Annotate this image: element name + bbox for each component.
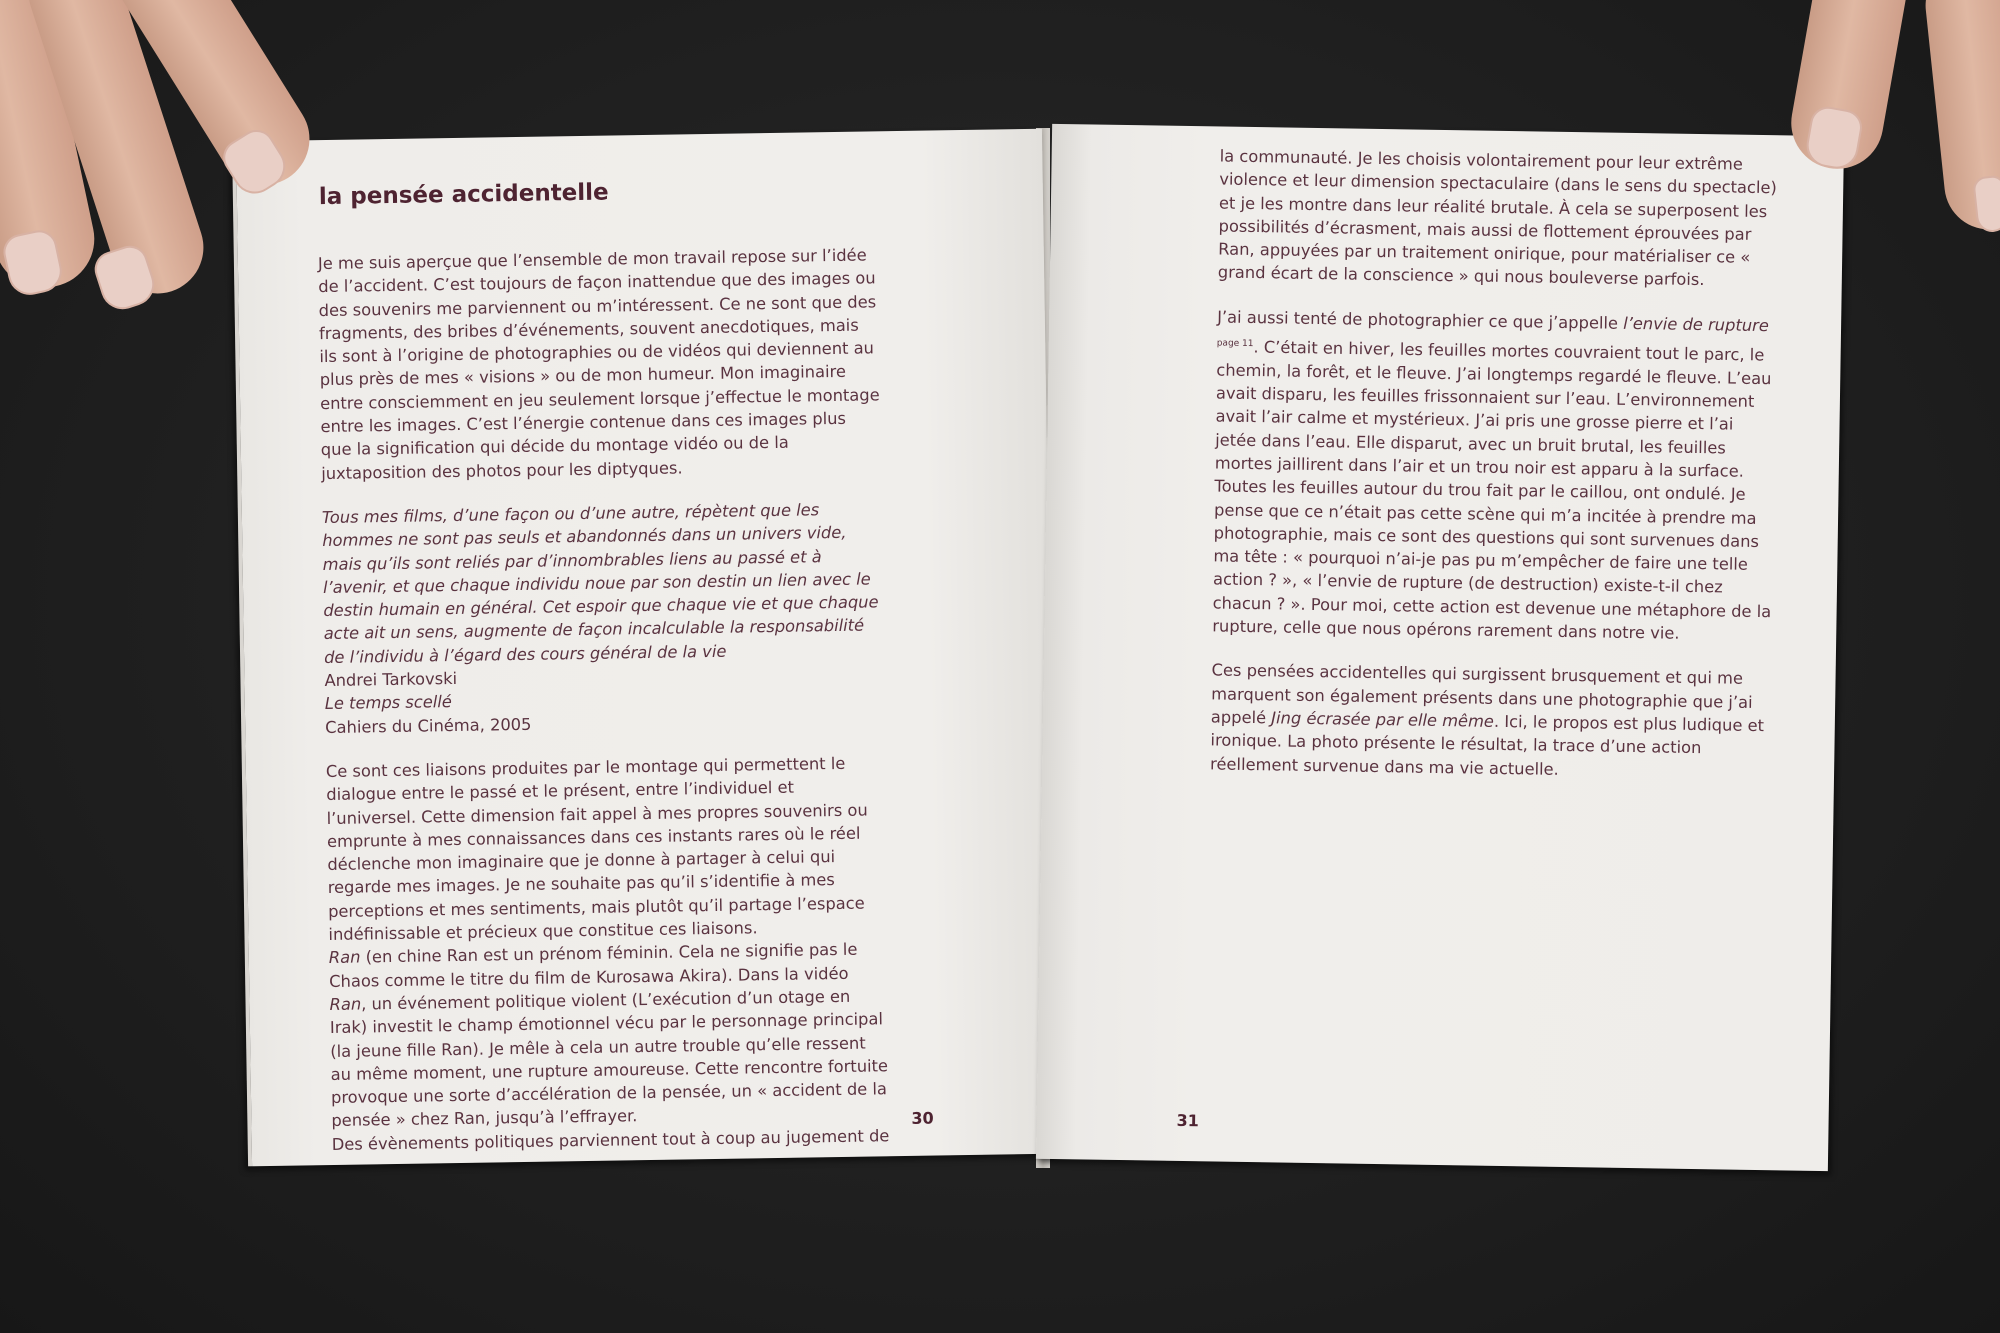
italic-title: Jing écrasée par elle même xyxy=(1271,708,1495,731)
text-span: J’ai aussi tenté de photographier ce que j’appelle xyxy=(1217,307,1624,333)
paragraph xyxy=(1210,659,1772,784)
italic-title: l’envie de rupture xyxy=(1623,313,1769,335)
page-number: 31 xyxy=(1176,1110,1199,1131)
quote: Tous mes films, d’une façon ou d’une autre, répètent que les hommes ne sont pas seuls et abandonnés dans un univers vide, mais qu’ils sont reliés par d’innombrables liens au passé et à l’avenir, et que chaque individu noue par son destin un lien avec le destin humain en général. Cet espoir que chaque vie et que chaque acte ait un sens, augmente de façon incalculable la responsabilité de l’individu à l’égard des cours général de la vie xyxy=(321,500,879,667)
right-page xyxy=(1036,124,1844,1171)
italic-title: Ran xyxy=(328,947,361,968)
paragraph: Je me suis aperçue que l’ensemble de mon travail repose sur l’idée de l’accident. C’est toujours de façon inattendue que des images ou des souvenirs me parviennent ou m’intéressent. Ce ne sont que des fragments, des bribes d’événements, souvent anecdotiques, mais ils sont à l’origine de photographies ou de vidéos qui deviennent au plus près de mes « visions » ou de mon humeur. Mon imaginaire entre consciemment en jeu seulement lorsque j’effectue le montage entre les images. C’est l’énergie contenue dans ces images plus que la signification qui décide du montage vidéo ou de la juxtaposition des photos pour les diptyques. xyxy=(317,245,880,483)
text-span: . Ici, le propos est plus ludique et ironique. La photo présente le résultat, la trace d’une action réellement survenue dans ma vie actuelle. xyxy=(1210,711,1765,779)
quote-author: Andrei Tarkovski xyxy=(324,669,458,691)
paragraph: Ce sont ces liaisons produites par le montage qui permettent le dialogue entre le passé et le présent, entre l’individuel et l’universel. Cette dimension fait appel à mes propres souvenirs ou emprunte à mes connaissances dans ces instants rares où le réel déclenche mon imaginaire que je donne à partager à celui qui regarde mes images. Je ne souhaite pas qu’il s’identifie à mes perceptions et mes sentiments, mais plutôt qu’il partage l’espace indéfinissable et précieux que constitue ces liaisons. xyxy=(325,753,868,945)
paragraph xyxy=(1212,305,1777,646)
paragraph: la communauté. Je les choisis volontairement pour leur extrême violence et leur dimension spectaculaire (dans le sens du spectacle) et je les montre dans leur réalité brutale. À cela se superposent les possibilités d’écrasment, mais aussi de flottement éprouvées par Ran, appuyées par un traitement onirique, pour matérialiser ce « grand écart de la conscience » qui nous bouleverse parfois. xyxy=(1217,146,1777,290)
italic-title: Ran xyxy=(329,994,362,1014)
page-title: la pensée accidentelle xyxy=(318,179,609,211)
right-page-body xyxy=(1210,144,1780,784)
left-page-body xyxy=(318,243,892,1156)
text-span: . C’était en hiver, les feuilles mortes couvraient tout le parc, le chemin, la forêt, et le fleuve. J’ai longtemps regardé le fleuve. L’eau avait disparu, les feuilles frissonnaient sur l’eau. L’environnement avait l’air calme et mystérieux. J’ai pris une grosse pierre et l’ai jetée dans l’eau. Elle disparut, avec un bruit brutal, les feuilles mortes jaillirent dans l’air et un trou noir est apparu à la surface. Toutes les feuilles autour du trou fait par le caillou, ont ondulé. Je pense que ce n’était pas cette scène qui m’a incitée à prendre ma photographie, mais ce sont des questions qui sont survenues dans ma tête : « pourquoi n’ai-je pas pu m’empêcher de faire une telle action ? », « l’envie de rupture (de destruction) existe-t-il chez chacun ? ». Pour moi, cette action est devenue une métaphore de la rupture, celle que nous opérons rarement dans notre vie. xyxy=(1212,337,1772,643)
page-number: 30 xyxy=(911,1108,934,1128)
text-span: Ces pensées accidentelles qui surgissent brusquement et qui me marquent son également présents dans une photographie que j’ai appelé xyxy=(1210,660,1753,728)
quote-book: Le temps scellé xyxy=(324,692,453,714)
quote-publisher: Cahiers du Cinéma, 2005 xyxy=(325,714,532,737)
page-reference: page 11 xyxy=(1216,338,1254,350)
text-span: , un événement politique violent (L’exécution d’un otage en Irak) investit le champ émotionnel vécu par le personnage principal (la jeune fille Ran). Je mêle à cela un autre trouble qu’elle ressent au même moment, une rupture amoureuse. Cette rencontre fortuite provoque une sorte d’accélération de la pensée, un « accident de la pensée » chez Ran, jusqu’à l’effrayer. xyxy=(329,986,889,1131)
paragraph xyxy=(329,938,892,1133)
left-page xyxy=(232,129,1058,1167)
text-span: (en chine Ran est un prénom féminin. Cela ne signifie pas le Chaos comme le titre du film de Kurosawa Akira). Dans la vidéo xyxy=(329,940,858,991)
paragraph: Des évènements politiques parviennent tout à coup au jugement de xyxy=(331,1125,890,1154)
